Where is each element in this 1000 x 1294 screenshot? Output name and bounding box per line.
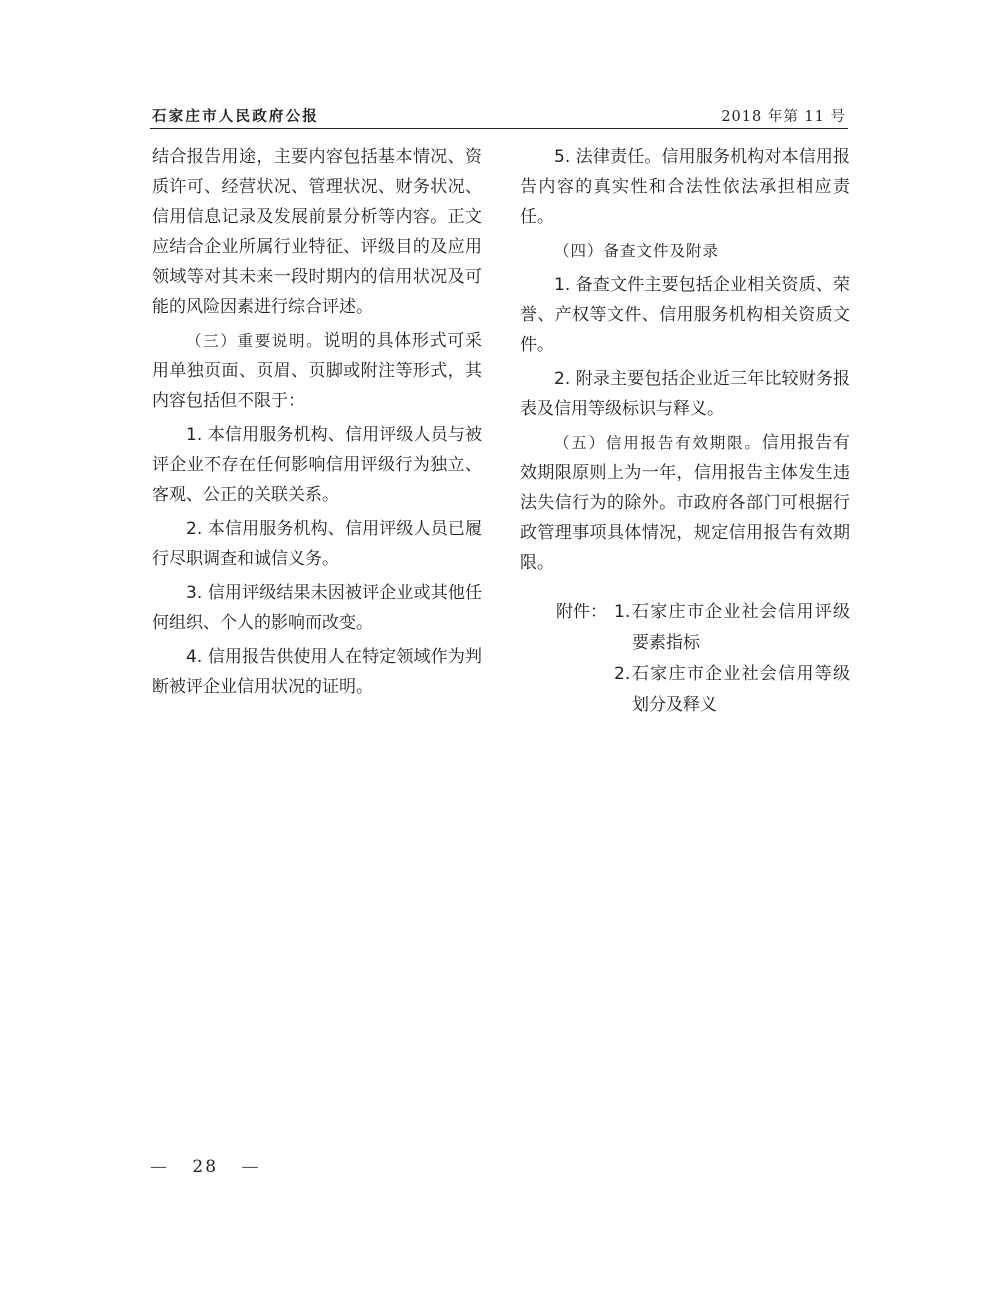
paragraph-important-notes-body: 说明的具体形式可采用单独页面、页眉、页脚或附注等形式，其内容包括但不限于： <box>152 331 482 411</box>
attachment-title: 石家庄市企业社会信用评级要素指标 <box>632 602 850 653</box>
list-item-note-5: 5. 法律责任。信用服务机构对本信用报告内容的真实性和合法性依法承担相应责任。 <box>520 147 850 227</box>
list-item-note-3: 3. 信用评级结果未因被评企业或其他任何组织、个人的影响而改变。 <box>152 583 482 633</box>
section-heading-three: （三）重要说明。 <box>186 332 324 350</box>
section-heading-four-text: （四）备查文件及附录 <box>554 242 720 260</box>
paragraph-important-notes <box>152 326 482 416</box>
attachment-item-2 <box>556 659 856 721</box>
right-column <box>520 142 850 582</box>
attachments <box>556 597 856 721</box>
section-heading-five: （五）信用报告有效期限。 <box>554 434 762 452</box>
list-item-reference-1: 1. 备查文件主要包括企业相关资质、荣誉、产权等文件、信用服务机构相关资质文件。 <box>520 275 850 355</box>
attachment-item-1 <box>556 597 856 659</box>
issue-number: 2018 年第 11 号 <box>721 109 846 125</box>
paragraph-validity-period <box>520 428 850 578</box>
attachment-title: 石家庄市企业社会信用等级划分及释义 <box>632 664 850 715</box>
publication-title: 石家庄市人民政府公报 <box>152 108 319 125</box>
footer-dash-right: — <box>241 1157 261 1177</box>
footer-dash-left: — <box>150 1157 169 1177</box>
section-heading-four <box>520 236 850 266</box>
list-item-note-4: 4. 信用报告供使用人在特定领域作为判断被评企业信用状况的证明。 <box>152 647 482 697</box>
list-item-note-1: 1. 本信用服务机构、信用评级人员与被评企业不存在任何影响信用评级行为独立、客观、公正的关联关系。 <box>152 425 482 505</box>
attachments-label: 附件： <box>556 602 607 622</box>
page-header <box>150 104 848 129</box>
paragraph-validity-period-body: 信用报告有效期限原则上为一年，信用报告主体发生违法失信行为的除外。市政府各部门可根据行政管理事项具体情况，规定信用报告有效期限。 <box>520 433 850 573</box>
paragraph-report-content: 结合报告用途，主要内容包括基本情况、资质许可、经营状况、管理状况、财务状况、信用信息记录及发展前景分析等内容。正文应结合企业所属行业特征、评级目的及应用领域等对其未来一段时期内的信用状况及可能的风险因素进行综合评述。 <box>152 147 482 317</box>
attachment-number: 1. <box>614 602 631 622</box>
left-column <box>152 142 482 706</box>
attachment-number: 2. <box>614 664 631 684</box>
list-item-reference-2: 2. 附录主要包括企业近三年比较财务报表及信用等级标识与释义。 <box>520 369 850 419</box>
page-footer <box>150 1157 260 1177</box>
list-item-note-2: 2. 本信用服务机构、信用评级人员已履行尽职调查和诚信义务。 <box>152 519 482 569</box>
page-number: 28 <box>192 1157 219 1177</box>
